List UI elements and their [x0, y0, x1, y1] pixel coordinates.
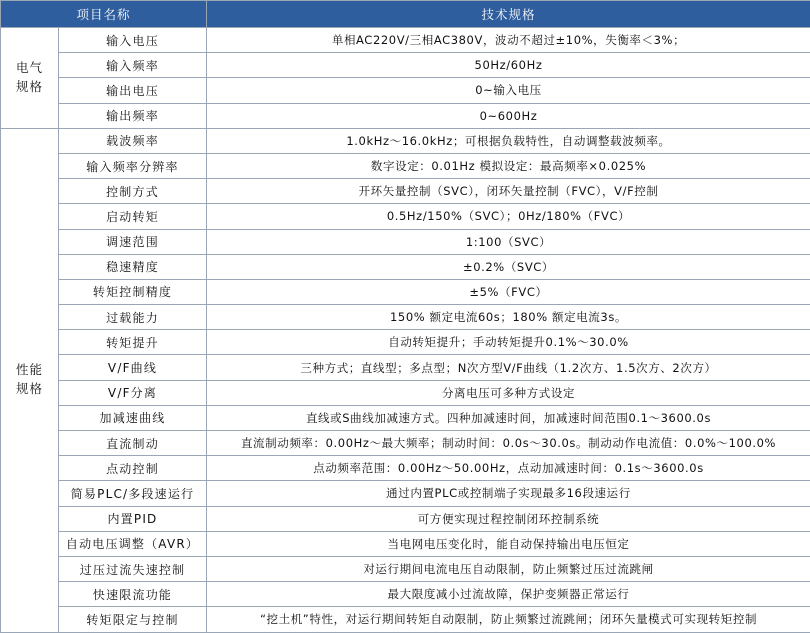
table-row	[1, 607, 810, 632]
row-spec-value: 数字设定：0.01Hz 模拟设定：最高频率×0.025%	[207, 153, 810, 178]
row-spec-value: “挖土机”特性，对运行期间转矩自动限制，防止频繁过流跳闸；闭环矢量模式可实现转矩控制	[207, 607, 810, 632]
row-item-name: 输出频率	[59, 103, 207, 128]
row-spec-value: 当电网电压变化时，能自动保持输出电压恒定	[207, 531, 810, 556]
row-spec-value: 50Hz/60Hz	[207, 53, 810, 78]
column-header-spec: 技术规格	[207, 1, 810, 28]
table-row	[1, 254, 810, 279]
table-row	[1, 405, 810, 430]
row-spec-value: 1.0kHz～16.0kHz；可根据负载特性，自动调整载波频率。	[207, 128, 810, 153]
row-item-name: V/F分离	[59, 380, 207, 405]
row-spec-value: 直流制动频率：0.00Hz～最大频率；制动时间：0.0s～30.0s。制动动作电流值：0.0%～100.0%	[207, 431, 810, 456]
table-row	[1, 229, 810, 254]
row-spec-value: 点动频率范围：0.00Hz～50.00Hz，点动加减速时间：0.1s～3600.0s	[207, 456, 810, 481]
table-row	[1, 330, 810, 355]
table-row	[1, 53, 810, 78]
row-spec-value: 可方便实现过程控制闭环控制系统	[207, 506, 810, 531]
row-spec-value: 对运行期间电流电压自动限制，防止频繁过压过流跳闸	[207, 556, 810, 581]
row-item-name: 载波频率	[59, 128, 207, 153]
row-spec-value: 分离电压可多种方式设定	[207, 380, 810, 405]
row-item-name: 输入电压	[59, 28, 207, 53]
row-item-name: 调速范围	[59, 229, 207, 254]
row-item-name: 点动控制	[59, 456, 207, 481]
row-spec-value: 单相AC220V/三相AC380V，波动不超过±10%，失衡率＜3%；	[207, 28, 810, 53]
table-row	[1, 305, 810, 330]
table-header-row	[1, 1, 810, 28]
row-item-name: 输入频率	[59, 53, 207, 78]
table-row	[1, 456, 810, 481]
row-item-name: 简易PLC/多段速运行	[59, 481, 207, 506]
table-row	[1, 279, 810, 304]
row-item-name: 稳速精度	[59, 254, 207, 279]
row-spec-value: 0.5Hz/150%（SVC）；0Hz/180%（FVC）	[207, 204, 810, 229]
table-row	[1, 355, 810, 380]
row-spec-value: 1:100（SVC）	[207, 229, 810, 254]
row-item-name: 启动转矩	[59, 204, 207, 229]
table-row	[1, 582, 810, 607]
table-row	[1, 179, 810, 204]
row-item-name: 输出电压	[59, 78, 207, 103]
table-row	[1, 78, 810, 103]
table-row	[1, 153, 810, 178]
table-row	[1, 481, 810, 506]
table-row	[1, 380, 810, 405]
row-item-name: 输入频率分辨率	[59, 153, 207, 178]
row-item-name: 转矩限定与控制	[59, 607, 207, 632]
row-item-name: 转矩控制精度	[59, 279, 207, 304]
row-item-name: 控制方式	[59, 179, 207, 204]
row-item-name: 过压过流失速控制	[59, 556, 207, 581]
row-item-name: 内置PID	[59, 506, 207, 531]
row-item-name: 过载能力	[59, 305, 207, 330]
row-item-name: 自动电压调整（AVR）	[59, 531, 207, 556]
row-group-label: 性能 规格	[1, 128, 59, 632]
row-group-label: 电气 规格	[1, 28, 59, 129]
table-body	[1, 28, 810, 633]
row-spec-value: 三种方式；直线型；多点型；N次方型V/F曲线（1.2次方、1.5次方、2次方）	[207, 355, 810, 380]
row-item-name: 转矩提升	[59, 330, 207, 355]
row-spec-value: 开环矢量控制（SVC），闭环矢量控制（FVC），V/F控制	[207, 179, 810, 204]
row-spec-value: 自动转矩提升；手动转矩提升0.1%～30.0%	[207, 330, 810, 355]
row-spec-value: 最大限度减小过流故障，保护变频器正常运行	[207, 582, 810, 607]
table-row	[1, 204, 810, 229]
table-header	[1, 1, 810, 28]
row-item-name: 加减速曲线	[59, 405, 207, 430]
table-row	[1, 28, 810, 53]
row-spec-value: 150% 额定电流60s；180% 额定电流3s。	[207, 305, 810, 330]
table-row	[1, 531, 810, 556]
column-header-item: 项目名称	[1, 1, 207, 28]
row-item-name: 直流制动	[59, 431, 207, 456]
row-spec-value: 通过内置PLC或控制端子实现最多16段速运行	[207, 481, 810, 506]
table-row	[1, 506, 810, 531]
row-spec-value: ±5%（FVC）	[207, 279, 810, 304]
table-row	[1, 103, 810, 128]
table-row	[1, 431, 810, 456]
row-item-name: 快速限流功能	[59, 582, 207, 607]
table-row	[1, 128, 810, 153]
table-row	[1, 556, 810, 581]
row-spec-value: ±0.2%（SVC）	[207, 254, 810, 279]
row-item-name: V/F曲线	[59, 355, 207, 380]
row-spec-value: 0~输入电压	[207, 78, 810, 103]
row-spec-value: 直线或S曲线加减速方式。四种加减速时间，加减速时间范围0.1～3600.0s	[207, 405, 810, 430]
row-spec-value: 0~600Hz	[207, 103, 810, 128]
